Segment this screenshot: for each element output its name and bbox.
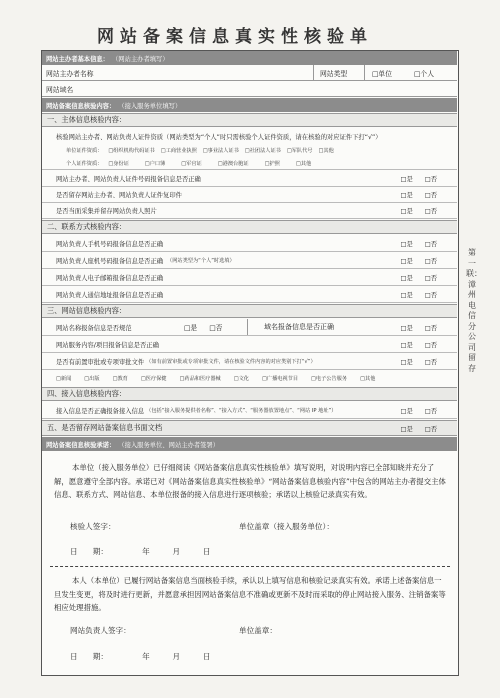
- s3-q2-row: [42, 336, 457, 353]
- basic-info-note: （网站主办者填写）: [111, 55, 169, 63]
- promise-title: 网站备案信息核验承诺：: [46, 441, 116, 449]
- unit-cert-option[interactable]: □工商营业执照: [160, 148, 197, 154]
- person-cert-option[interactable]: □身份证: [108, 160, 129, 167]
- category-option[interactable]: □电子公告服务: [311, 375, 348, 382]
- s1-q3: 是否留存网站主办者、网站负责人证件复印件: [56, 192, 182, 199]
- no-checkbox[interactable]: □否: [424, 341, 437, 349]
- s3-q3-note: （如有前置审批或专项审批文件，请在核验文件内容的对应类别下打“√”）: [146, 358, 316, 365]
- divider: [313, 65, 314, 80]
- no-checkbox[interactable]: □否: [209, 324, 223, 332]
- unit-cert-option[interactable]: □军队代号: [286, 148, 313, 154]
- verify-note: （接入服务单位填写）: [118, 102, 182, 110]
- no-checkbox[interactable]: □否: [424, 407, 437, 415]
- no-checkbox[interactable]: □否: [424, 240, 437, 248]
- site-type-unit-checkbox[interactable]: □单位: [372, 69, 393, 78]
- no-checkbox[interactable]: □否: [424, 208, 437, 215]
- basic-info-header: [42, 51, 457, 65]
- promise-paragraph-2: 本人（本单位）已履行网站备案信息当面核验手续，承认以上填写信息和核验记录真实有效。承诺上述备案信息一旦发生变更，将及时进行更新，并愿意承担因网站备案信息不准确或更新不及时而采取的停止网站接入服务、注销备案等相应处理措施。: [54, 576, 446, 612]
- s3-q3: 是否有前置审批或专项审批文件: [56, 358, 145, 366]
- unit-cert-option[interactable]: □社团法人证书: [244, 148, 281, 154]
- yes-checkbox[interactable]: □是: [400, 341, 413, 349]
- section-4-title: 四、接入信息核验内容：: [42, 387, 457, 401]
- unit-cert-label: 单位证件资质：: [66, 148, 103, 154]
- domain-row: [42, 81, 457, 97]
- s3-q3-row: [42, 353, 457, 370]
- yes-checkbox[interactable]: □是: [400, 324, 413, 332]
- s4-q1: 接入信息是否正确报备接入信息: [56, 407, 145, 415]
- person-cert-row: [42, 157, 457, 170]
- verification-form: [41, 50, 459, 676]
- s1-q4: 是否当面采集并留存网站负责人照片: [56, 208, 157, 215]
- unit-seal-label: 单位盖章（接入服务单位）：: [239, 522, 334, 531]
- site-type-label: 网站类型: [320, 69, 348, 78]
- s4-q1-note: （包括“接入服务提供者名称”、“接入方式”、“服务器放置地点”、“网站 IP 地址”）: [146, 407, 337, 414]
- category-option[interactable]: □医疗保健: [140, 375, 167, 382]
- unit-cert-option[interactable]: □其他: [318, 148, 334, 154]
- s1-q2: 网站主办者、网站负责人证件号码报备信息是否正确: [56, 176, 201, 183]
- no-checkbox[interactable]: □否: [424, 358, 437, 366]
- category-option[interactable]: □药品和医疗器械: [179, 375, 221, 382]
- s3-q1-row: [42, 319, 457, 336]
- promise-paragraph-1: 本单位（接入服务单位）已仔细阅读《网站备案信息真实性核验单》填写说明，对说明内容已全部知晓并充分了解，愿意遵守全部内容。承诺已对《网站备案信息真实性核验单》“网站备案信息核验内容”中包含的网站主办者提交主体信息、联系方式、网站信息、本单位报备的接入信息进行逐项核验；承诺以上核验记录真实有效。: [54, 463, 446, 499]
- basic-info-title: 网站主办者基本信息：: [46, 55, 109, 63]
- person-cert-option[interactable]: □户口簿: [144, 160, 166, 167]
- yes-checkbox[interactable]: □是: [400, 291, 413, 299]
- yes-checkbox[interactable]: □是: [400, 358, 413, 366]
- s1-q4-row: [42, 203, 457, 219]
- yes-checkbox[interactable]: □是: [400, 208, 413, 215]
- verifier-signature-label: 核验人签字：: [70, 522, 116, 531]
- category-option[interactable]: □广播电视节目: [262, 375, 299, 382]
- person-cert-label: 个人证件资质：: [66, 160, 103, 167]
- yes-checkbox[interactable]: □是: [400, 274, 413, 282]
- section-5-row: [42, 420, 457, 436]
- s1-q2-row: [42, 171, 457, 187]
- category-option[interactable]: □文化: [233, 375, 249, 382]
- verify-header: [42, 98, 457, 112]
- s3-q1: 网站名称报备信息是否规范: [56, 324, 132, 332]
- s1-q1: 核验网站主办者、网站负责人证件资质（网站类型为“个人”时只需核验个人证件资质，请在核验的对应证件下打“√”）: [56, 133, 382, 141]
- yes-checkbox[interactable]: □是: [184, 324, 198, 332]
- owner-signature-label: 网站负责人签字：: [70, 626, 131, 635]
- s2-q2-note: （网站类型为“个人”时选填）: [167, 257, 235, 264]
- copy-note: 第一联：漳州电信分公司留存: [466, 248, 482, 373]
- category-option[interactable]: □其他: [360, 375, 376, 382]
- sponsor-name-row: [42, 65, 457, 81]
- sponsor-name-label: 网站主办者名称: [46, 69, 94, 78]
- s2-q2: 网站负责人座机号码报备信息是否正确: [56, 257, 164, 265]
- no-checkbox[interactable]: □否: [424, 192, 437, 199]
- divider: [364, 65, 365, 80]
- yes-checkbox[interactable]: □是: [400, 176, 413, 183]
- domain-label: 网站域名: [46, 85, 74, 94]
- person-cert-option[interactable]: □护照: [264, 160, 280, 167]
- s3-q2: 网站服务内容/项目报备信息是否正确: [56, 341, 159, 349]
- person-cert-option[interactable]: □军官证: [181, 160, 202, 167]
- section-1-title: 一、主体信息核验内容：: [42, 113, 457, 127]
- s2-q1: 网站负责人手机号码报备信息是否正确: [56, 240, 164, 248]
- section-3-title: 三、网站信息核验内容：: [42, 304, 457, 318]
- category-option[interactable]: □出版: [84, 375, 100, 382]
- s2-q4-row: [42, 286, 457, 303]
- dashed-divider: [50, 566, 450, 567]
- s3-q1b: 域名报备信息是否正确: [264, 323, 334, 331]
- site-type-person-checkbox[interactable]: □个人: [414, 69, 435, 78]
- no-checkbox[interactable]: □否: [424, 274, 437, 282]
- yes-checkbox[interactable]: □是: [400, 257, 413, 265]
- form-title: 网站备案信息真实性核验单: [97, 27, 373, 47]
- s2-q2-row: [42, 252, 457, 269]
- unit-cert-row: [42, 144, 457, 157]
- section-2-title: 二、联系方式核验内容：: [42, 220, 457, 234]
- s2-q3-row: [42, 269, 457, 286]
- promise-header: [42, 437, 457, 451]
- unit-seal-label-2: 单位盖章：: [239, 626, 277, 635]
- yes-checkbox[interactable]: □是: [400, 240, 413, 248]
- s2-q4: 网站负责人通信地址报备信息是否正确: [56, 291, 164, 299]
- unit-cert-option[interactable]: □组织机构代码证书: [108, 148, 155, 154]
- s1-q3-row: [42, 187, 457, 203]
- yes-checkbox[interactable]: □是: [400, 192, 413, 199]
- no-checkbox[interactable]: □否: [424, 257, 437, 265]
- section-5-title: 五、是否留存网站备案信息书面文档: [47, 423, 163, 432]
- category-option[interactable]: □教育: [112, 375, 128, 382]
- unit-cert-option[interactable]: □事业法人证书: [202, 148, 239, 154]
- date-label-2: 日 期： 年 月 日: [70, 652, 211, 661]
- verify-title: 网站备案信息核验内容：: [46, 102, 116, 110]
- no-checkbox[interactable]: □否: [424, 324, 437, 332]
- no-checkbox[interactable]: □否: [424, 425, 437, 433]
- promise-note: （接入服务单位、网站主办者签署）: [118, 441, 220, 449]
- no-checkbox[interactable]: □否: [424, 291, 437, 299]
- approval-category-row: [42, 370, 457, 386]
- yes-checkbox[interactable]: □是: [400, 425, 413, 433]
- s2-q1-row: [42, 235, 457, 252]
- category-option[interactable]: □新闻: [56, 375, 72, 382]
- date-label-1: 日 期： 年 月 日: [70, 547, 211, 556]
- no-checkbox[interactable]: □否: [424, 176, 437, 183]
- person-cert-option[interactable]: □其他: [295, 160, 312, 167]
- s2-q3: 网站负责人电子邮箱报备信息是否正确: [56, 274, 164, 282]
- s4-q1-row: [42, 402, 457, 419]
- yes-checkbox[interactable]: □是: [400, 407, 413, 415]
- person-cert-option[interactable]: □港澳台胞证: [217, 160, 249, 167]
- divider: [247, 319, 248, 335]
